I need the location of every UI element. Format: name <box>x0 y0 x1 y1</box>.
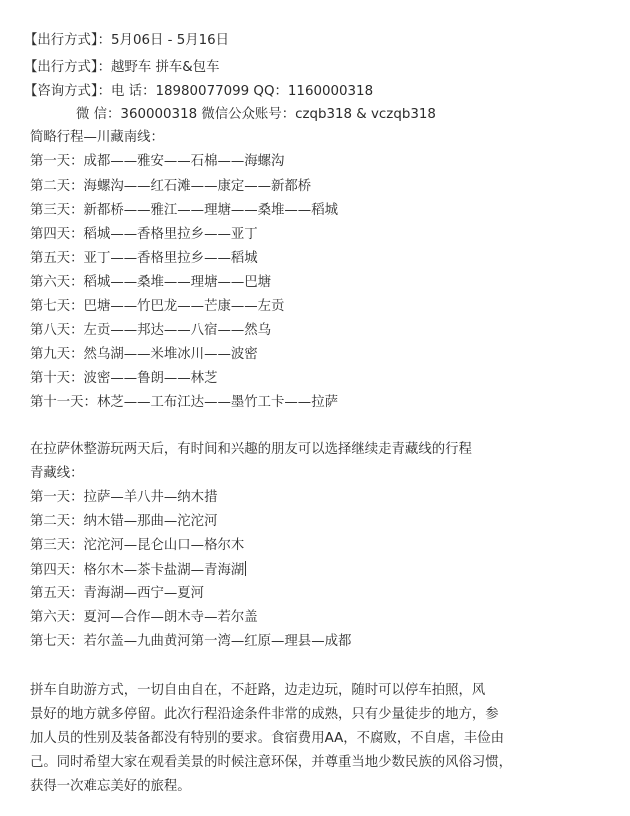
route2-day-3: 第三天：沱沱河—昆仑山口—格尔木 <box>30 538 245 553</box>
route2-day-6: 第六天：夏河—合作—朗木寺—若尔盖 <box>30 610 258 625</box>
description-line: 己。同时希望大家在观看美景的时候注意环保，并尊重当地少数民族的风俗习惯， <box>30 755 513 770</box>
route2-title: 青藏线： <box>30 466 84 481</box>
description-line: 加人员的性别及装备都没有特别的要求。食宿费用AA，不腐败，不自虐，丰俭由 <box>30 731 504 746</box>
route2-day-4[interactable] <box>30 561 246 580</box>
route1-day-5: 第五天：亚丁——香格里拉乡——稻城 <box>30 251 258 266</box>
route1-day-10: 第十天：波密——鲁朗——林芝 <box>30 371 218 386</box>
route2-day-5: 第五天：青海湖—西宁—夏河 <box>30 586 205 601</box>
route2-day-2: 第二天：纳木错—那曲—沱沱河 <box>30 514 218 529</box>
description-paragraph <box>30 679 602 799</box>
route1-title: 简略行程—川藏南线： <box>30 130 164 145</box>
travel-dates-line: 【出行方式】：5月06日 - 5月16日 <box>24 33 230 48</box>
route1-day-3: 第三天：新都桥——雅江——理塘——桑堆——稻城 <box>30 203 338 218</box>
route1-day-9: 第九天：然乌湖——米堆冰川——波密 <box>30 347 258 362</box>
route1-day-2: 第二天：海螺沟——红石滩——康定——新都桥 <box>30 179 312 194</box>
contact-phone-line: 【咨询方式】：电 话：18980077099 QQ：1160000318 <box>24 84 374 99</box>
text-cursor <box>245 561 246 576</box>
contact-wechat-line: 微 信：360000318 微信公众账号：czqb318 & vczqb318 <box>76 107 436 122</box>
route1-day-6: 第六天：稻城——桑堆——理塘——巴塘 <box>30 275 272 290</box>
description-line: 拼车自助游方式，一切自由自在，不赶路，边走边玩，随时可以停车拍照，风 <box>30 683 486 698</box>
route1-day-8: 第八天：左贡——邦达——八宿——然乌 <box>30 323 272 338</box>
travel-mode-line: 【出行方式】：越野车 拼车&包车 <box>24 60 220 75</box>
route1-day-4: 第四天：稻城——香格里拉乡——亚丁 <box>30 227 258 242</box>
route2-day-7: 第七天：若尔盖—九曲黄河第一湾—红原—理县—成都 <box>30 634 352 649</box>
description-line: 景好的地方就多停留。此次行程沿途条件非常的成熟，只有少量徒步的地方，参 <box>30 707 499 722</box>
route1-day-1: 第一天：成都——雅安——石棉——海螺沟 <box>30 154 285 169</box>
route1-day-11: 第十一天：林芝——工布江达——墨竹工卡——拉萨 <box>30 395 338 410</box>
route2-intro: 在拉萨休整游玩两天后，有时间和兴趣的朋友可以选择继续走青藏线的行程 <box>30 442 472 457</box>
route2-day-4-text: 第四天：格尔木—茶卡盐湖—青海湖 <box>30 563 245 578</box>
route1-day-7: 第七天：巴塘——竹巴龙——芒康——左贡 <box>30 299 285 314</box>
description-line: 获得一次难忘美好的旅程。 <box>30 779 191 794</box>
route2-day-1: 第一天：拉萨—羊八井—纳木措 <box>30 490 218 505</box>
